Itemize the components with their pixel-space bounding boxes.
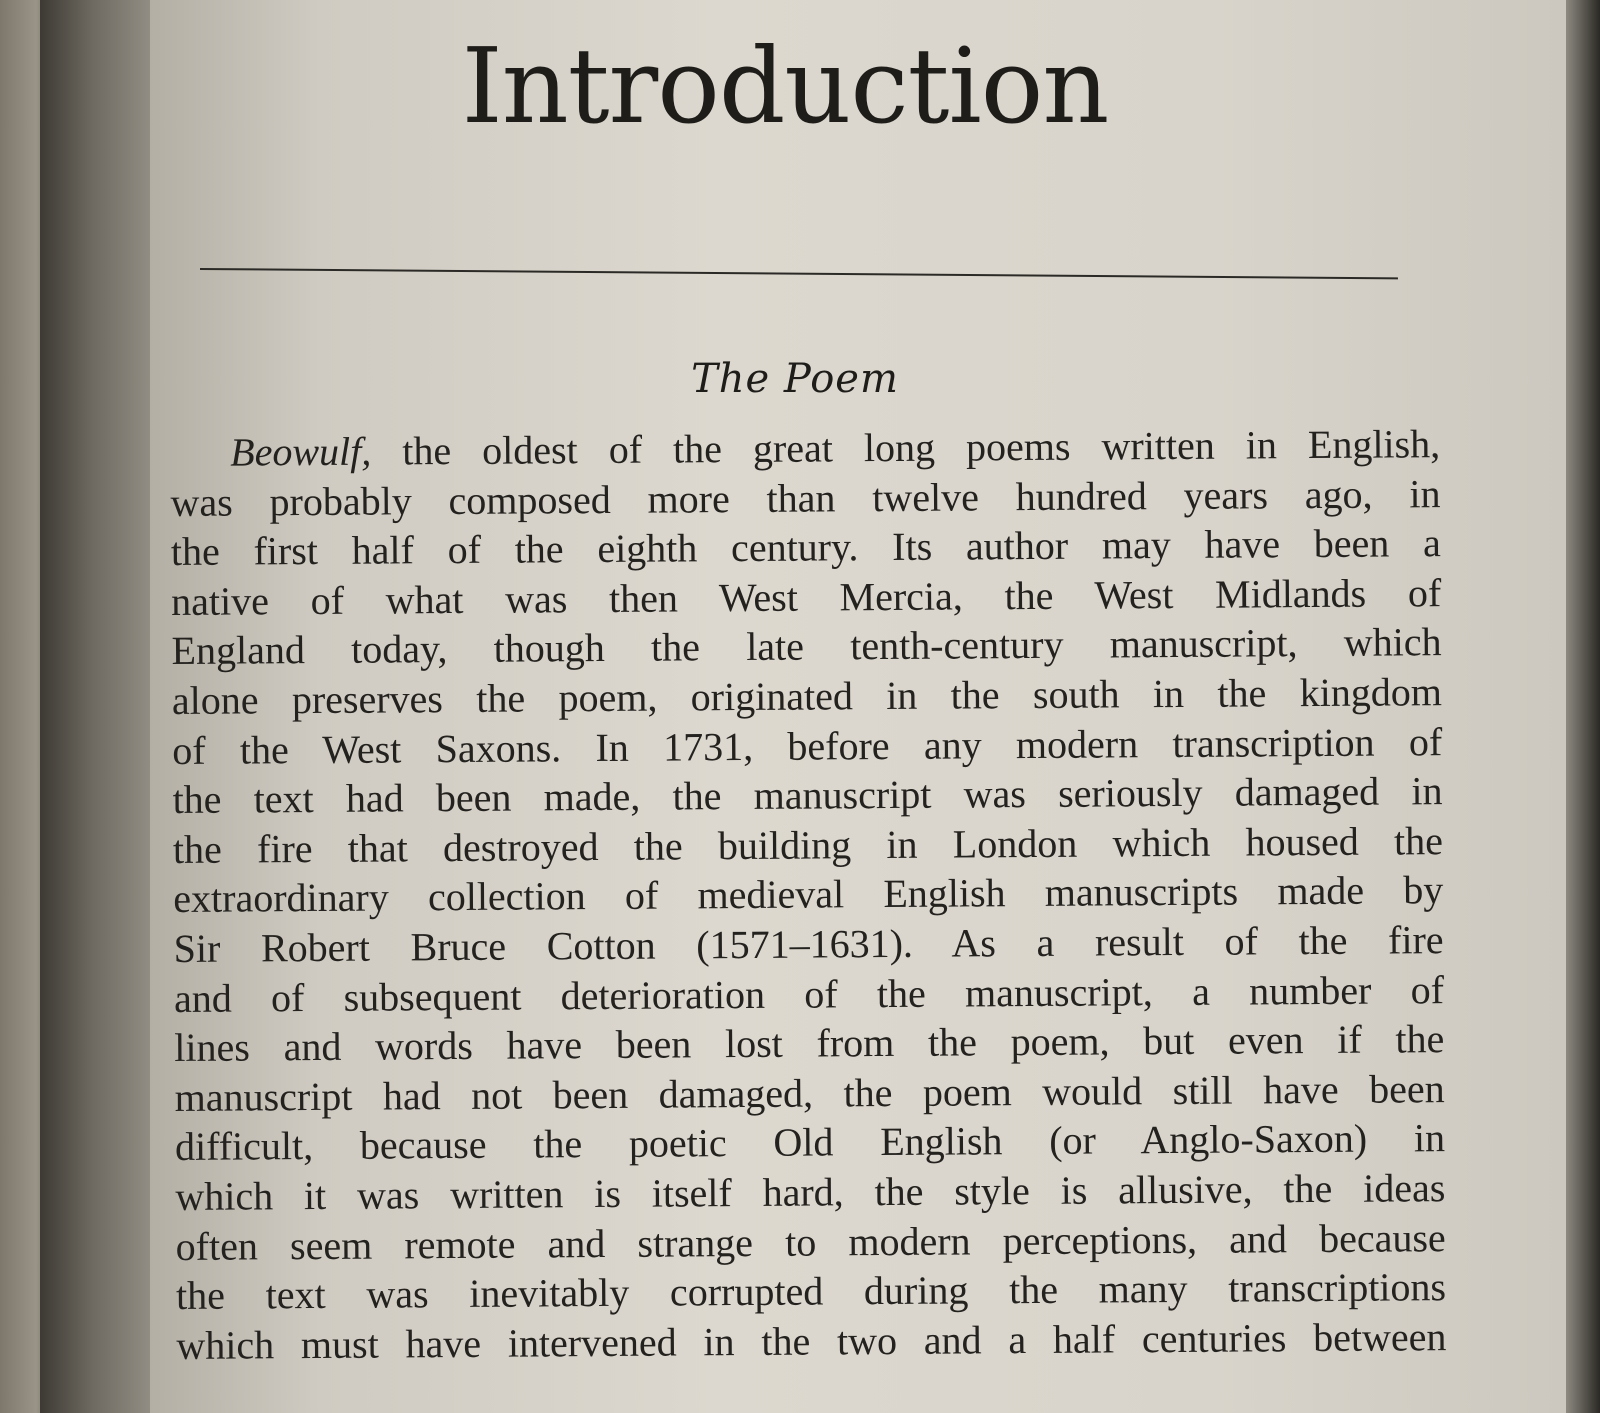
paragraph-line: the text was inevitably corrupted during the many transcriptions — [175, 1264, 1447, 1319]
paragraph-line: native of what was then West Mercia, the West Midlands of — [171, 569, 1442, 624]
paragraph-line: which must have intervened in the two and a half centuries between — [176, 1313, 1447, 1368]
paragraph-line: lines and words have been lost from the poem, but even if the — [174, 1016, 1445, 1071]
paragraph-line: extraordinary collection of medieval English manuscripts made by — [173, 867, 1444, 922]
paragraph-line: Sir Robert Bruce Cotton (1571–1631). As a result of the fire — [173, 917, 1444, 971]
italic-title-beowulf: Beowulf, — [230, 428, 372, 475]
paragraph-line: manuscript had not been damaged, the poem would still have been — [174, 1065, 1445, 1120]
paragraph-line: the text had been made, the manuscript was seriously damaged in — [172, 768, 1443, 823]
paragraph-line: the fire that destroyed the building in London which housed the — [172, 817, 1444, 872]
paragraph-line: which it was written is itself hard, the style is allusive, the ideas — [175, 1165, 1446, 1219]
paragraph-line: Beowulf, the oldest of the great long poems written in English, — [230, 421, 1441, 475]
paragraph-line: and of subsequent deterioration of the manuscript, a number of — [173, 966, 1445, 1021]
paragraph-line: difficult, because the poetic Old English (or Anglo-Saxon) in — [174, 1115, 1446, 1170]
page-right-edge — [1566, 0, 1600, 1413]
body-paragraph — [170, 419, 1447, 1370]
paragraph-line: often seem remote and strange to modern perceptions, and because — [175, 1214, 1446, 1269]
paragraph-line: alone preserves the poem, originated in the south in the kingdom — [171, 669, 1443, 723]
paragraph-line: was probably composed more than twelve hundred years ago, in — [170, 470, 1441, 525]
section-heading: The Poem — [691, 356, 899, 402]
paragraph-line: England today, though the late tenth-century manuscript, which — [171, 619, 1442, 674]
paragraph-line: the first half of the eighth century. Its author may have been a — [170, 520, 1441, 575]
chapter-title: Introduction — [461, 25, 1109, 147]
paragraph-line: of the West Saxons. In 1731, before any modern transcription of — [172, 718, 1443, 773]
